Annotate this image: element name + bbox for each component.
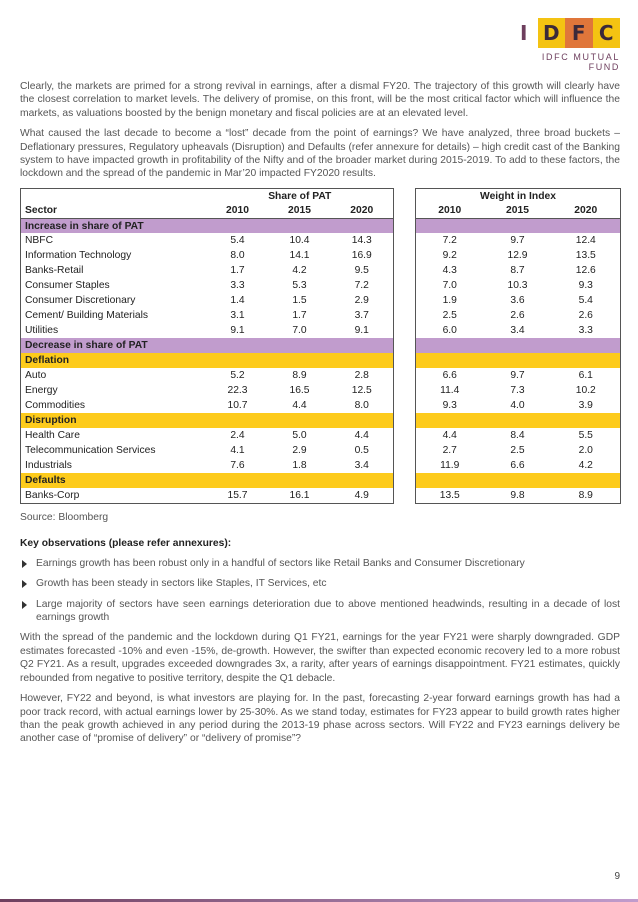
- weight-in-index-value: 10.2: [552, 383, 621, 398]
- source-note: Source: Bloomberg: [20, 511, 109, 523]
- column-gap: [394, 293, 416, 308]
- logo-letter-d: D: [538, 18, 566, 48]
- page-content: [20, 80, 620, 753]
- weight-in-index-value: 2.0: [552, 443, 621, 458]
- column-gap: [394, 203, 416, 218]
- table-row: [21, 488, 621, 503]
- column-gap: [394, 323, 416, 338]
- column-gap: [394, 368, 416, 383]
- share-of-pat-value: 10.4: [289, 235, 310, 247]
- section-label: Increase in share of PAT: [21, 218, 394, 233]
- share-of-pat-value: 1.5: [292, 295, 307, 307]
- header-year: 2010: [207, 203, 269, 218]
- table-row: [21, 383, 621, 398]
- weight-in-index-value: 4.4: [416, 428, 484, 443]
- weight-in-index-value: 9.7: [510, 235, 525, 247]
- column-gap: [394, 353, 416, 368]
- sector-label: Telecommunication Services: [21, 443, 207, 458]
- header-year: 2015: [484, 203, 552, 218]
- list-item: [20, 598, 620, 625]
- section-label: Deflation: [21, 353, 394, 368]
- column-gap: [394, 263, 416, 278]
- share-of-pat-value: 8.9: [292, 370, 307, 382]
- weight-in-index-value: 9.3: [416, 398, 484, 413]
- share-of-pat-value: 16.9: [331, 248, 394, 263]
- section-label: Disruption: [21, 413, 394, 428]
- table-section-row: [21, 353, 621, 368]
- weight-in-index-value: 6.0: [416, 323, 484, 338]
- header-share-of-pat: Share of PAT: [207, 188, 394, 203]
- share-of-pat-value: 8.0: [331, 398, 394, 413]
- weight-in-index-value: 7.2: [416, 233, 484, 248]
- intro-paragraph-1: Clearly, the markets are primed for a strong revival in earnings, after a dismal FY20. The trajectory of this growth will clearly have the closest correlation to market levels. The delivery of promise, on this front, will be the most critical factor which will influence the markets, as valuations boosted by the benign monetary and fiscal policies are at an elevated level.: [20, 81, 620, 119]
- column-gap: [394, 473, 416, 488]
- logo-letter-i: I: [510, 18, 538, 48]
- sector-label: Banks-Retail: [21, 263, 207, 278]
- weight-in-index-value: 5.5: [552, 428, 621, 443]
- weight-in-index-value: 12.4: [552, 233, 621, 248]
- weight-in-index-value: 3.9: [552, 398, 621, 413]
- share-of-pat-value: 14.3: [331, 233, 394, 248]
- share-of-pat-value: 4.4: [292, 400, 307, 412]
- share-of-pat-value: 4.2: [292, 265, 307, 277]
- sector-label: NBFC: [21, 233, 207, 248]
- header-year: 2010: [416, 203, 484, 218]
- table-row: [21, 263, 621, 278]
- share-of-pat-value: 7.2: [331, 278, 394, 293]
- bullet-arrow-icon: [22, 580, 27, 588]
- table-row: [21, 278, 621, 293]
- header-year: 2020: [552, 203, 621, 218]
- column-gap: [394, 413, 416, 428]
- share-of-pat-value: 16.1: [269, 488, 331, 503]
- table-row: [21, 293, 621, 308]
- share-of-pat-value: 3.4: [331, 458, 394, 473]
- bullet-arrow-icon: [22, 560, 27, 568]
- share-of-pat-value: 14.1: [289, 250, 310, 262]
- header-blank: [21, 188, 207, 203]
- table-row: [21, 368, 621, 383]
- table-row: [21, 443, 621, 458]
- closing-paragraph-2: However, FY22 and beyond, is what investors are playing for. In the past, forecasting 2-year forward earnings growth has had a poor track record, with actual earnings lower by 25-30%. As we stand today, estimates for FY23 appear to build growth rates higher than the peak growth achieved in any period during the 2013-19 phase across sectors. Will FY22 and FY23 earnings delivery be another case of “promise of delivery” or “delivery of promise”?: [20, 693, 620, 745]
- bullet-arrow-icon: [22, 601, 27, 609]
- weight-in-index-value: 2.5: [416, 308, 484, 323]
- sector-label: Auto: [21, 368, 207, 383]
- weight-in-index-value: 8.9: [552, 488, 621, 503]
- table-row: [21, 398, 621, 413]
- weight-in-index-value: 2.5: [510, 445, 525, 457]
- share-of-pat-value: 7.0: [292, 325, 307, 337]
- share-of-pat-value: 9.1: [331, 323, 394, 338]
- sector-label: Energy: [21, 383, 207, 398]
- share-of-pat-value: 2.4: [230, 430, 245, 442]
- weight-in-index-value: 11.9: [416, 458, 484, 473]
- column-gap: [394, 443, 416, 458]
- weight-in-index-value: 2.6: [552, 308, 621, 323]
- table-section-row: [21, 338, 621, 353]
- section-label: Decrease in share of PAT: [21, 338, 394, 353]
- weight-in-index-value: 4.2: [552, 458, 621, 473]
- column-gap: [394, 488, 416, 503]
- share-of-pat-value: 0.5: [331, 443, 394, 458]
- weight-in-index-value: 13.5: [552, 248, 621, 263]
- column-gap: [394, 383, 416, 398]
- weight-in-index-value: 10.3: [507, 280, 528, 292]
- header-weight-in-index: Weight in Index: [416, 188, 621, 203]
- table-row: [21, 248, 621, 263]
- sector-label: Utilities: [21, 323, 207, 338]
- share-of-pat-value: 5.4: [230, 235, 245, 247]
- key-observations-list: [20, 557, 620, 625]
- weight-in-index-value: 4.0: [510, 400, 525, 412]
- sector-label: Consumer Staples: [21, 278, 207, 293]
- weight-in-index-value: 8.4: [510, 430, 525, 442]
- section-label: Defaults: [21, 473, 394, 488]
- weight-in-index-value: 12.6: [552, 263, 621, 278]
- intro-paragraph-2: What caused the last decade to become a “lost” decade from the point of earnings? We have analyzed, three broad buckets – Deflationary pressures, Regulatory upheavals (Disruption) and Defaults (refer annexure for details) – high credit cast of the Banking system to have impacted growth in profitability of the Nifty and of the broader market during 2015-2019. To add to these factors, the lockdown and the spread of the pandemic in Mar’20 impacted FY2020 results.: [20, 128, 620, 180]
- share-of-pat-value: 15.7: [207, 488, 269, 503]
- weight-in-index-value: 9.3: [552, 278, 621, 293]
- header-year: 2015: [269, 203, 331, 218]
- share-of-pat-value: 1.4: [230, 295, 245, 307]
- share-of-pat-value: 22.3: [227, 385, 248, 397]
- sector-label: Information Technology: [21, 248, 207, 263]
- weight-in-index-value: 5.4: [552, 293, 621, 308]
- weight-in-index-value: 6.6: [416, 368, 484, 383]
- key-observations-heading: Key observations (please refer annexures):: [20, 537, 232, 549]
- column-gap: [394, 278, 416, 293]
- page-number: 9: [614, 871, 620, 882]
- column-gap: [394, 218, 416, 233]
- weight-in-index-value: 8.7: [510, 265, 525, 277]
- share-of-pat-value: 3.7: [331, 308, 394, 323]
- weight-in-index-value: 13.5: [416, 488, 484, 503]
- table-section-row: [21, 218, 621, 233]
- idfc-logo: [510, 18, 620, 72]
- share-of-pat-value: 2.9: [292, 445, 307, 457]
- share-of-pat-value: 16.5: [289, 385, 310, 397]
- share-of-pat-value: 5.2: [230, 370, 245, 382]
- weight-in-index-value: 2.6: [510, 310, 525, 322]
- sector-label: Banks-Corp: [21, 488, 207, 503]
- share-of-pat-value: 4.1: [230, 445, 245, 457]
- share-of-pat-value: 5.0: [292, 430, 307, 442]
- header-sector: Sector: [21, 203, 207, 218]
- logo-text: IDFC MUTUAL FUND: [541, 52, 620, 72]
- share-of-pat-value: 2.9: [331, 293, 394, 308]
- table-section-row: [21, 413, 621, 428]
- table-row: [21, 233, 621, 248]
- section-fill: [416, 218, 621, 233]
- closing-paragraph-1: With the spread of the pandemic and the lockdown during Q1 FY21, earnings for the year FY21 were sharply downgraded. GDP estimates forecasted -10% and even -15%, de-growth. However, the swifter than expected economic recovery led to a more robust Q2 FY21. As a result, upgrades exceeded downgrades 3x, a rarity, after years of earnings disappointment. FY21 estimates, quickly rebounded from negative to positive territory, despite the Q1 debacle.: [20, 632, 620, 684]
- weight-in-index-value: 11.4: [416, 383, 484, 398]
- bullet-text: Earnings growth has been robust only in a handful of sectors like Retail Banks and Consumer Discretionary: [36, 557, 525, 569]
- table-row: [21, 323, 621, 338]
- section-fill: [416, 353, 621, 368]
- bullet-text: Growth has been steady in sectors like Staples, IT Services, etc: [36, 578, 327, 590]
- weight-in-index-value: 3.6: [510, 295, 525, 307]
- column-gap: [394, 428, 416, 443]
- weight-in-index-value: 9.7: [510, 370, 525, 382]
- table-row: [21, 308, 621, 323]
- weight-in-index-value: 7.3: [510, 385, 525, 397]
- column-gap: [394, 188, 416, 203]
- table-header-years: [21, 203, 621, 218]
- table-row: [21, 428, 621, 443]
- weight-in-index-value: 3.4: [510, 325, 525, 337]
- share-of-pat-value: 3.3: [230, 280, 245, 292]
- section-fill: [416, 413, 621, 428]
- weight-in-index-value: 1.9: [416, 293, 484, 308]
- weight-in-index-value: 2.7: [416, 443, 484, 458]
- list-item: [20, 557, 620, 570]
- share-of-pat-value: 8.0: [230, 250, 245, 262]
- weight-in-index-value: 4.3: [416, 263, 484, 278]
- share-of-pat-value: 1.8: [292, 460, 307, 472]
- column-gap: [394, 308, 416, 323]
- column-gap: [394, 338, 416, 353]
- section-fill: [416, 473, 621, 488]
- sector-label: Commodities: [21, 398, 207, 413]
- logo-letter-f: F: [565, 18, 593, 48]
- section-fill: [416, 338, 621, 353]
- share-of-pat-value: 1.7: [292, 310, 307, 322]
- logo-letter-c: C: [593, 18, 621, 48]
- sector-label: Cement/ Building Materials: [21, 308, 207, 323]
- weight-in-index-value: 12.9: [507, 250, 528, 262]
- column-gap: [394, 398, 416, 413]
- bullet-text: Large majority of sectors have seen earnings deterioration due to above mentioned headwinds, resulting in a decade of lost earnings growth: [36, 598, 620, 624]
- sector-table: [20, 188, 621, 504]
- list-item: [20, 577, 620, 590]
- weight-in-index-value: 9.2: [416, 248, 484, 263]
- table-row: [21, 458, 621, 473]
- table-header-groups: [21, 188, 621, 203]
- share-of-pat-value: 4.9: [331, 488, 394, 503]
- share-of-pat-value: 4.4: [331, 428, 394, 443]
- sector-label: Consumer Discretionary: [21, 293, 207, 308]
- share-of-pat-value: 10.7: [227, 400, 248, 412]
- header-year: 2020: [331, 203, 394, 218]
- sector-label: Health Care: [21, 428, 207, 443]
- share-of-pat-value: 7.6: [230, 460, 245, 472]
- weight-in-index-value: 6.6: [510, 460, 525, 472]
- weight-in-index-value: 7.0: [416, 278, 484, 293]
- weight-in-index-value: 3.3: [552, 323, 621, 338]
- share-of-pat-value: 12.5: [331, 383, 394, 398]
- table-section-row: [21, 473, 621, 488]
- column-gap: [394, 458, 416, 473]
- logo-letters: [510, 18, 620, 48]
- sector-table-container: [20, 188, 620, 504]
- share-of-pat-value: 1.7: [230, 265, 245, 277]
- share-of-pat-value: 9.5: [331, 263, 394, 278]
- weight-in-index-value: 6.1: [552, 368, 621, 383]
- weight-in-index-value: 9.8: [484, 488, 552, 503]
- share-of-pat-value: 3.1: [230, 310, 245, 322]
- column-gap: [394, 233, 416, 248]
- share-of-pat-value: 2.8: [331, 368, 394, 383]
- sector-label: Industrials: [21, 458, 207, 473]
- share-of-pat-value: 5.3: [292, 280, 307, 292]
- share-of-pat-value: 9.1: [230, 325, 245, 337]
- column-gap: [394, 248, 416, 263]
